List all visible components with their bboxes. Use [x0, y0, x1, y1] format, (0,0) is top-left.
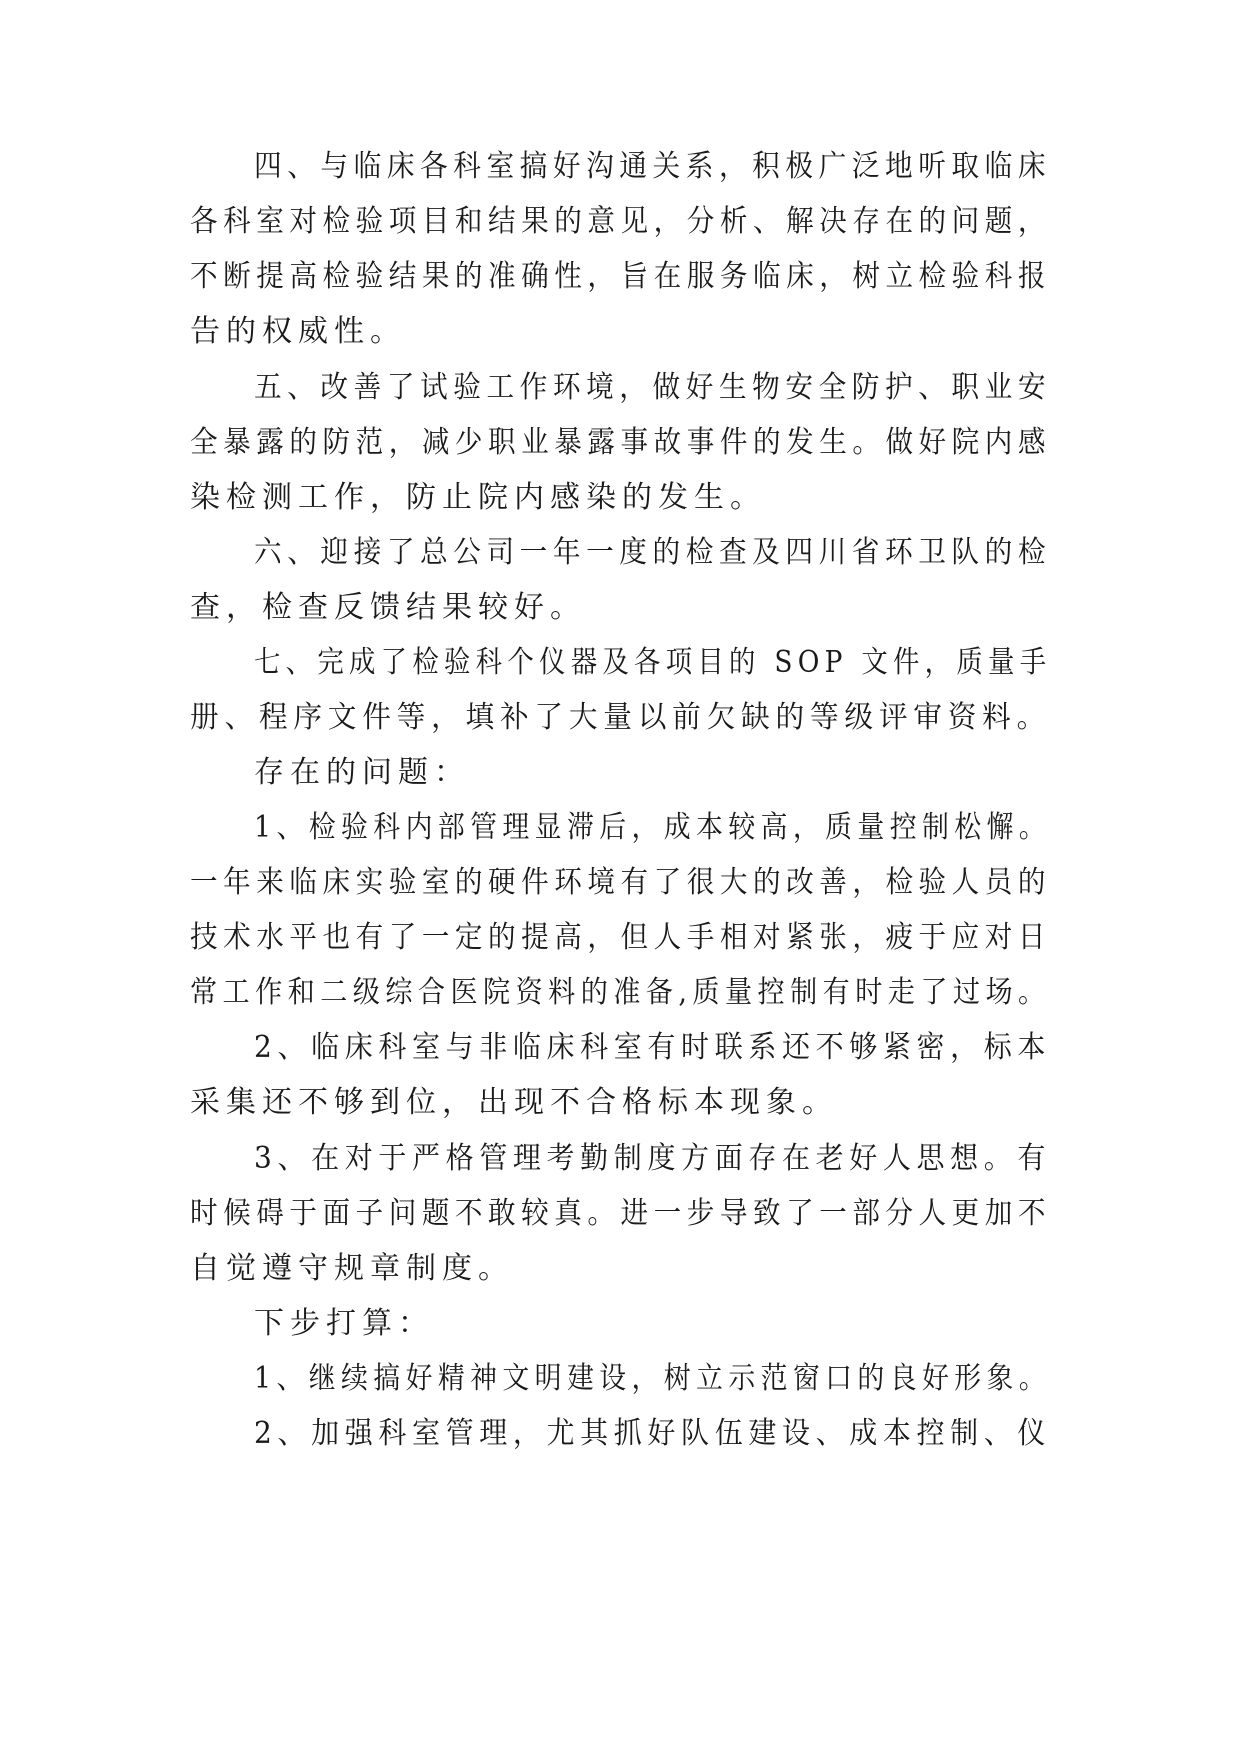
text-line: 常工作和二级综合医院资料的准备,质量控制有时走了过场。	[190, 975, 1051, 1010]
section-heading: 存在的问题：	[254, 755, 470, 790]
text-line: 自觉遵守规章制度。	[190, 1251, 514, 1286]
text-line: 1、检验科内部管理显滞后，成本较高，质量控制松懈。	[254, 810, 1052, 845]
section-heading: 下步打算：	[254, 1306, 434, 1341]
text-line: 七、完成了检验科个仪器及各项目的 SOP 文件，质量手	[254, 645, 1052, 680]
text-line: 各科室对检验项目和结果的意见，分析、解决存在的问题，	[190, 204, 1052, 239]
text-line: 2、临床科室与非临床科室有时联系还不够紧密，标本	[254, 1030, 1052, 1065]
text-line: 五、改善了试验工作环境，做好生物安全防护、职业安	[254, 370, 1052, 405]
text-line: 四、与临床各科室搞好沟通关系，积极广泛地听取临床	[254, 149, 1052, 184]
text-line: 查，检查反馈结果较好。	[190, 590, 586, 625]
text-line: 全暴露的防范，减少职业暴露事故事件的发生。做好院内感	[190, 425, 1052, 460]
text-line: 3、在对于严格管理考勤制度方面存在老好人思想。有	[254, 1141, 1052, 1176]
text-line: 技术水平也有了一定的提高，但人手相对紧张，疲于应对日	[190, 920, 1052, 955]
text-line: 2、加强科室管理，尤其抓好队伍建设、成本控制、仪	[254, 1416, 1052, 1451]
text-line: 采集还不够到位，出现不合格标本现象。	[190, 1085, 838, 1120]
text-line: 1、继续搞好精神文明建设，树立示范窗口的良好形象。	[254, 1361, 1052, 1396]
text-line: 册、程序文件等，填补了大量以前欠缺的等级评审资料。	[190, 700, 1052, 735]
text-line: 告的权威性。	[190, 314, 406, 349]
text-line: 不断提高检验结果的准确性，旨在服务临床，树立检验科报	[190, 259, 1052, 294]
text-line: 六、迎接了总公司一年一度的检查及四川省环卫队的检	[254, 535, 1052, 570]
text-line: 一年来临床实验室的硬件环境有了很大的改善，检验人员的	[190, 865, 1052, 900]
text-line: 时候碍于面子问题不敢较真。进一步导致了一部分人更加不	[190, 1196, 1052, 1231]
text-line: 染检测工作，防止院内感染的发生。	[190, 480, 766, 515]
